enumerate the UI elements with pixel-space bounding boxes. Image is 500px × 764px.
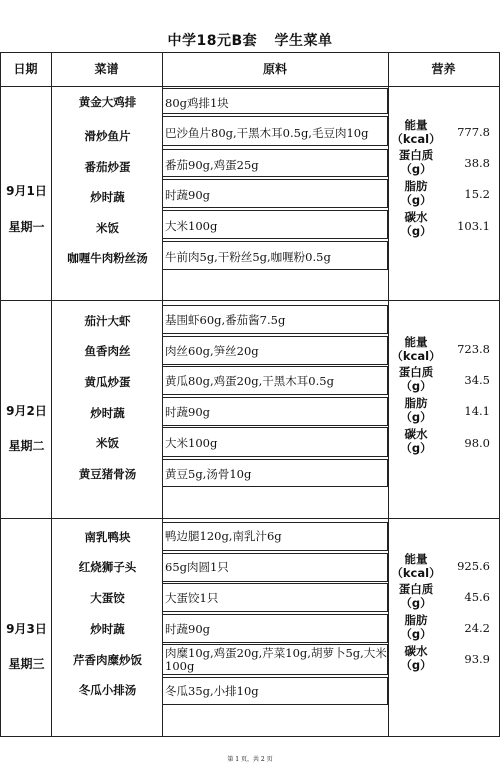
ingredient-text: 冬瓜35g,小排10g [165,684,259,698]
day-weekday: 星期三 [8,657,45,671]
fat-label: 脂肪 （g） [400,613,432,641]
carb-label: 碳水 （g） [400,427,432,455]
carb-value: 98.0 [464,436,490,450]
ingredient-text: 时蔬90g [165,405,210,419]
dish-name: 茄汁大虾 [84,314,131,328]
carb-label: 碳水 （g） [400,644,432,672]
protein-label: 蛋白质 （g） [398,582,434,610]
header-date: 日期 [13,62,38,76]
ingredient-text: 大米100g [165,436,218,450]
dish-name: 炒时蔬 [90,406,125,420]
ingredient-text: 鸭边腿120g,南乳汁6g [165,529,282,543]
energy-label: 能量 （kcal） [391,335,441,363]
ingredient-text: 80g鸡排1块 [165,96,229,110]
dish-name: 咖喱牛肉粉丝汤 [67,251,148,265]
dish-name: 鱼香肉丝 [84,344,131,358]
carb-label: 碳水 （g） [400,210,432,238]
ingredient-text: 巴沙鱼片80g,干黑木耳0.5g,毛豆肉10g [165,126,369,140]
protein-value: 45.6 [464,590,490,604]
day-date: 9月1日 [6,184,47,198]
fat-value: 24.2 [464,621,490,635]
dish-name: 南乳鸭块 [84,530,131,544]
protein-label: 蛋白质 （g） [398,148,434,176]
dish-name: 黄瓜炒蛋 [84,375,131,389]
ingredient-text: 65g肉圆1只 [165,560,229,574]
dish-name: 红烧狮子头 [78,560,137,574]
protein-value: 34.5 [464,373,490,387]
ingredient-text: 番茄90g,鸡蛋25g [165,158,259,172]
fat-value: 15.2 [464,187,490,201]
ingredient-text: 牛前肉5g,干粉丝5g,咖喱粉0.5g [165,250,331,264]
ingredient-text: 肉丝60g,笋丝20g [165,344,259,358]
ingredient-text: 肉糜10g,鸡蛋20g,芹菜10g,胡萝卜5g,大米 [165,646,387,660]
protein-value: 38.8 [464,156,490,170]
energy-value: 723.8 [457,342,490,356]
dish-name: 黄金大鸡排 [78,95,137,109]
dish-name: 番茄炒蛋 [84,160,131,174]
energy-value: 925.6 [457,559,490,573]
dish-name: 冬瓜小排汤 [78,683,137,697]
ingredient-text-continued: 100g [165,659,195,673]
ingredient-text: 基围虾60g,番茄酱7.5g [165,313,286,327]
table-bottom-border [0,736,500,737]
dish-name: 米饭 [96,436,119,450]
day2-bottom-border [0,518,500,519]
dish-name: 黄豆猪骨汤 [78,467,137,481]
page-title [0,30,500,50]
dish-name: 大蛋饺 [90,591,125,605]
col-divider-ingredients [388,52,389,737]
ingredient-text: 大米100g [165,219,218,233]
day-date: 9月3日 [6,622,47,636]
day-date: 9月2日 [6,404,47,418]
page-footer: 第 1 页，共 2 页 [227,756,273,763]
day1-bottom-border [0,300,500,301]
dish-name: 滑炒鱼片 [84,129,131,143]
carb-value: 103.1 [457,219,490,233]
fat-value: 14.1 [464,404,490,418]
dish-name: 炒时蔬 [90,622,125,636]
ingredient-text: 时蔬90g [165,622,210,636]
protein-label: 蛋白质 （g） [398,365,434,393]
dish-name: 炒时蔬 [90,190,125,204]
ingredient-text: 大蛋饺1只 [165,591,219,605]
energy-value: 777.8 [457,125,490,139]
day-weekday: 星期二 [8,439,45,453]
table-left-border [0,52,1,737]
header-bottom-border [0,86,500,87]
energy-label: 能量 （kcal） [391,118,441,146]
fat-label: 脂肪 （g） [400,396,432,424]
header-nutrition: 营养 [431,62,456,76]
title-part2: 学生菜单 [274,33,333,49]
energy-label: 能量 （kcal） [391,552,441,580]
fat-label: 脂肪 （g） [400,179,432,207]
dish-name: 米饭 [96,221,119,235]
ingredient-text: 时蔬90g [165,188,210,202]
header-ingredients: 原料 [262,62,287,76]
title-part1: 中学18元B套 [167,33,258,49]
ingredient-text: 黄瓜80g,鸡蛋20g,干黑木耳0.5g [165,374,334,388]
ingredient-text: 黄豆5g,汤骨10g [165,467,252,481]
carb-value: 93.9 [464,652,490,666]
day-weekday: 星期一 [8,220,45,234]
header-menu: 菜谱 [94,62,119,76]
dish-name: 芹香肉糜炒饭 [73,653,142,667]
